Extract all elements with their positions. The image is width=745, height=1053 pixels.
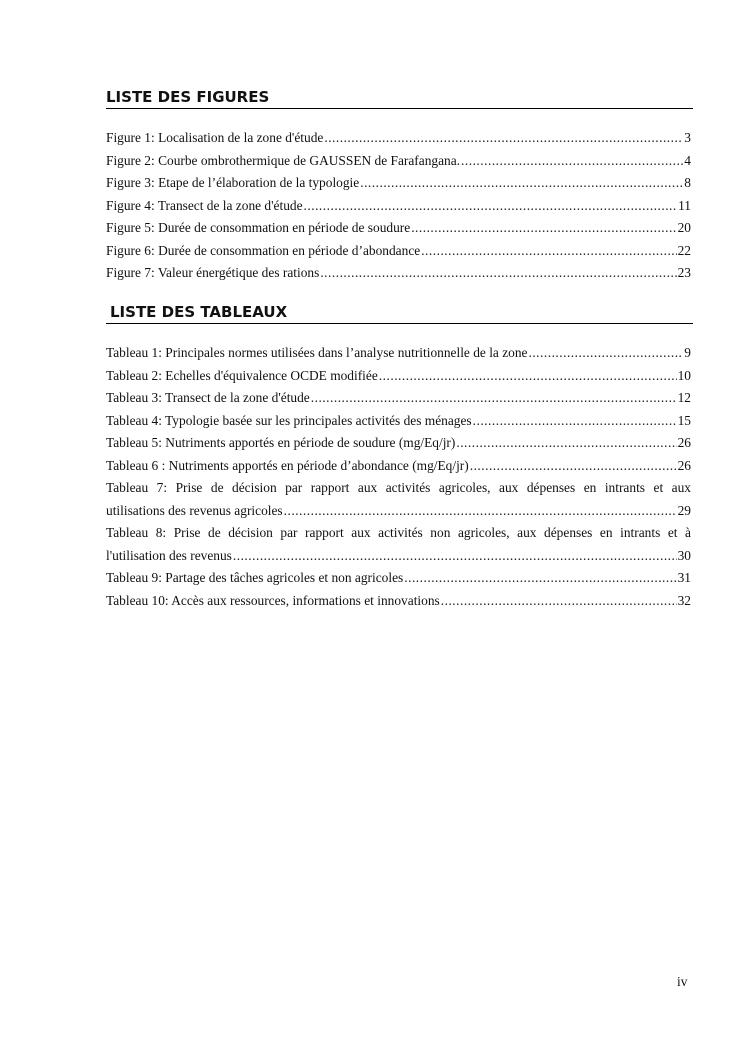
entry-title: Tableau 10: Accès aux ressources, informations et innovations (106, 592, 440, 608)
list-item[interactable] (106, 150, 691, 173)
entry-page: 31 (677, 570, 691, 585)
list-item[interactable] (106, 455, 691, 478)
entry-page: 32 (677, 592, 691, 608)
dot-leader (456, 432, 676, 455)
dot-leader (379, 365, 677, 388)
entry-title-line1: Tableau 8: Prise de décision par rapport aux activités non agricoles, aux dépenses en intrants et à (106, 525, 691, 540)
tables-list (106, 342, 691, 612)
entry-title: Figure 4: Transect de la zone d'étude (106, 197, 303, 213)
dot-leader (284, 500, 677, 523)
entry-title: Tableau 1: Principales normes utilisées dans l’analyse nutritionnelle de la zone (106, 345, 528, 360)
entry-title: Figure 7: Valeur énergétique des rations (106, 265, 320, 280)
list-item[interactable] (106, 172, 691, 195)
entry-page: 12 (677, 390, 691, 405)
dot-leader (473, 410, 677, 433)
list-of-figures-heading: LISTE DES FIGURES (106, 88, 693, 109)
entry-title: Tableau 2: Echelles d'équivalence OCDE modifiée (106, 367, 378, 383)
dot-leader (311, 387, 677, 410)
entry-title: Tableau 5: Nutriments apportés en période de soudure (mg/Eq/jr) (106, 435, 456, 450)
figures-list (106, 127, 691, 285)
list-item[interactable] (106, 477, 691, 522)
entry-title: Figure 3: Etape de l’élaboration de la typologie (106, 175, 360, 190)
entry-title-line1: Tableau 7: Prise de décision par rapport aux activités agricoles, aux dépenses en intrants et aux (106, 480, 691, 495)
list-of-tables-heading: LISTE DES TABLEAUX (106, 303, 693, 324)
list-item[interactable] (106, 342, 691, 365)
list-item[interactable] (106, 432, 691, 455)
entry-title: Figure 5: Durée de consommation en période de soudure (106, 220, 411, 235)
entry-title: Tableau 3: Transect de la zone d'étude (106, 390, 310, 405)
entry-page: 30 (677, 547, 691, 563)
entry-page: 9 (684, 345, 691, 360)
list-item[interactable] (106, 262, 691, 285)
list-item[interactable] (106, 590, 691, 613)
dot-leader (320, 262, 676, 285)
entry-page: 3 (684, 130, 691, 145)
entry-title: Tableau 6 : Nutriments apportés en période d’abondance (mg/Eq/jr) (106, 457, 469, 473)
entry-title-line2: utilisations des revenus agricoles (106, 502, 283, 518)
dot-leader (324, 127, 683, 150)
entry-title-line2: l'utilisation des revenus (106, 547, 232, 563)
entry-page: 20 (677, 220, 691, 235)
entry-title: Figure 6: Durée de consommation en période d’abondance (106, 242, 421, 258)
entry-page: 29 (677, 502, 691, 518)
dot-leader (470, 455, 677, 478)
list-item[interactable] (106, 127, 691, 150)
entry-page: 8 (684, 175, 691, 190)
dot-leader (411, 217, 676, 240)
entry-title: Figure 2: Courbe ombrothermique de GAUSSEN de Farafangana. (106, 152, 461, 168)
dot-leader (360, 172, 683, 195)
entry-page: 15 (677, 412, 691, 428)
page-number: iv (677, 974, 688, 989)
entry-title: Tableau 9: Partage des tâches agricoles et non agricoles (106, 570, 404, 585)
dot-leader (421, 240, 676, 263)
entry-title: Tableau 4: Typologie basée sur les principales activités des ménages (106, 412, 472, 428)
list-item[interactable] (106, 387, 691, 410)
entry-page: 4 (684, 152, 691, 168)
dot-leader (304, 195, 678, 218)
entry-page: 23 (677, 265, 691, 280)
list-item[interactable] (106, 522, 691, 567)
dot-leader (404, 567, 676, 590)
list-item[interactable] (106, 195, 691, 218)
entry-page: 10 (677, 367, 691, 383)
entry-page: 26 (677, 435, 691, 450)
list-item[interactable] (106, 217, 691, 240)
dot-leader (461, 150, 683, 173)
list-item[interactable] (106, 567, 691, 590)
entry-page: 22 (677, 242, 691, 258)
entry-title: Figure 1: Localisation de la zone d'étude (106, 130, 324, 145)
list-item[interactable] (106, 410, 691, 433)
dot-leader (528, 342, 683, 365)
entry-page: 11 (678, 197, 691, 213)
list-item[interactable] (106, 240, 691, 263)
entry-page: 26 (677, 457, 691, 473)
list-item[interactable] (106, 365, 691, 388)
dot-leader (441, 590, 677, 613)
dot-leader (233, 545, 677, 568)
